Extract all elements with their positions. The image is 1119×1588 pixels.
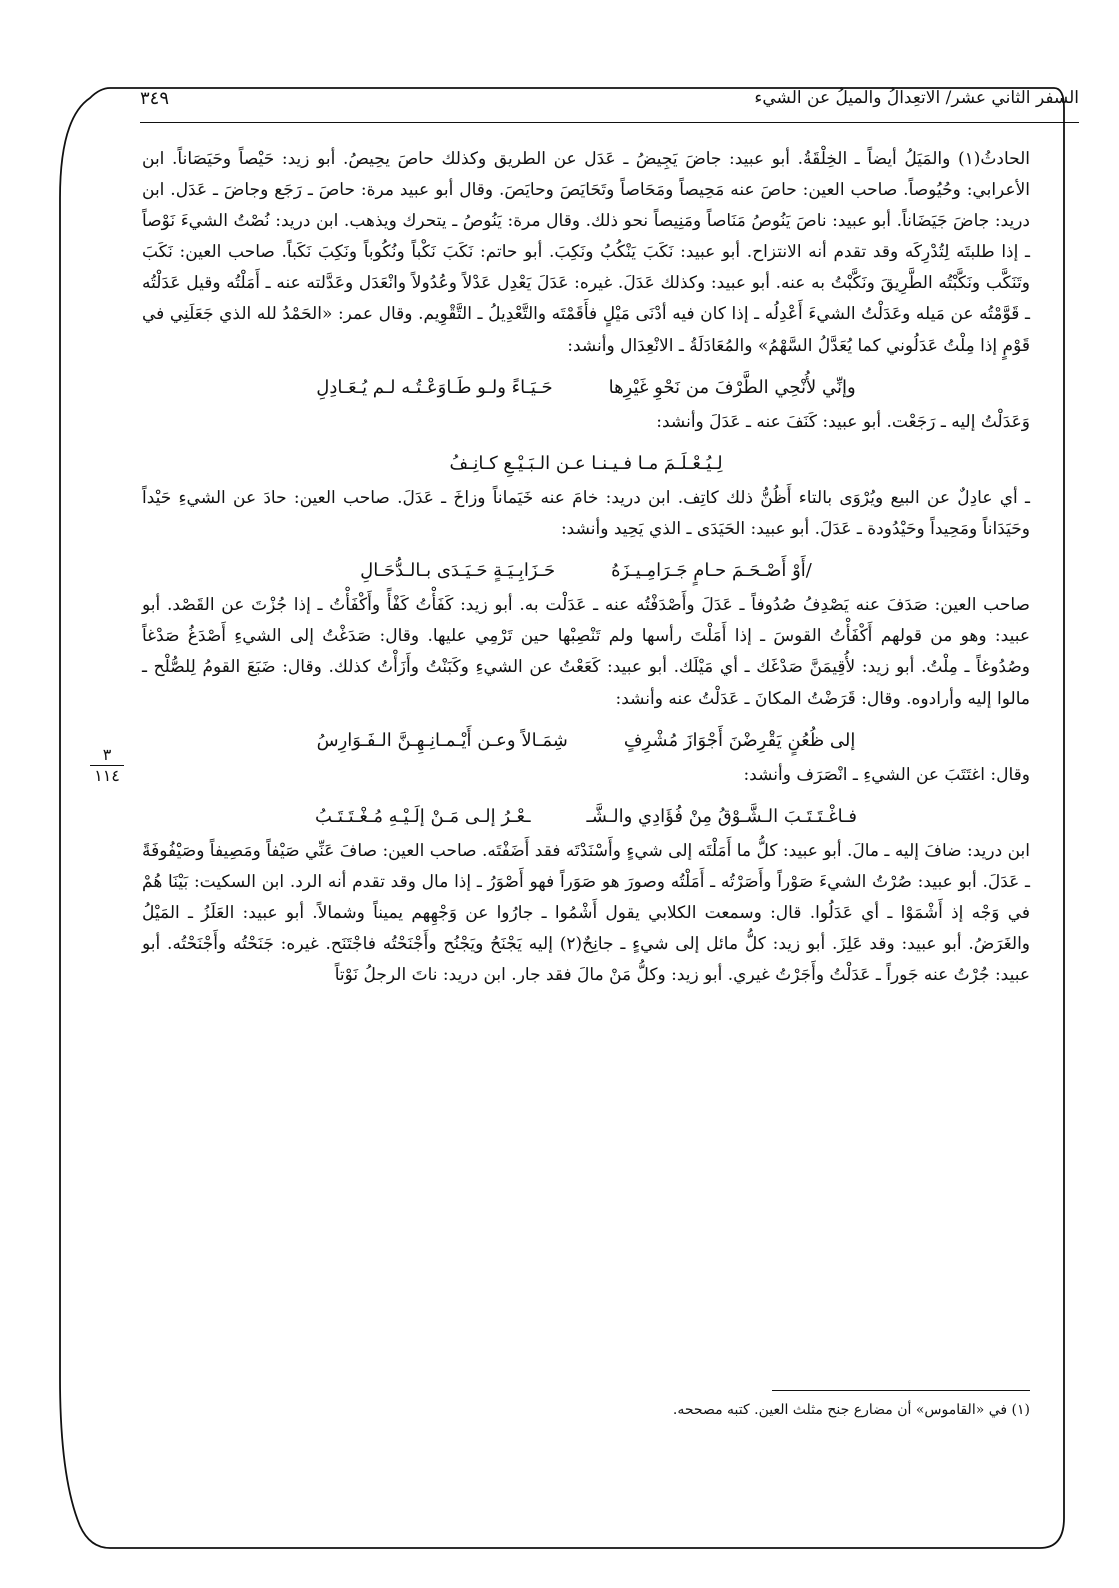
verse-line xyxy=(142,801,1030,832)
paragraph: الحادثُ(١) والمَيَلُ أيضاً ـ الخِلْقَةُ. أبو عبيد: جاضَ يَجِيضُ ـ عَدَل عن الطريق وكذلك حاصَ يحِيصُ. أبو زيد: حَيْصاً وحَيَصَاناً. ابن الأعرابي: وحُيُوصاً. صاحب العين: حاصَ عنه مَحِيصاً ومَحَاصاً وتَحَايَصَ وحايَصَ. وقال أبو عبيد مرة: حاصَ ـ رَجَع وجاضَ ـ عَدَل. ابن دريد: جاضَ جَيَضَاناً. أبو عبيد: ناصَ يَنُوصُ مَنَاصاً ومَنِيصاً نحو ذلك. وقال مرة: يَنُوصُ ـ يتحرك ويذهب. ابن دريد: نُصْتُ الشيءَ نَوْصاً ـ إذا طلبتَه لِتُدْرِكَه وقد تقدم أنه الانتزاح. أبو عبيد: نَكَبَ يَنْكُبُ ونَكِبَ. أبو حاتم: نَكَبَ نَكْباً ونُكُوباً ونَكِبَ نَكَباً. صاحب العين: نَكَبَ وتَنَكَّب ونَكَّبْتُه الطَّرِيقَ ونَكَّبْتُ به عنه. أبو عبيد: وكذلك عَدَلَ. غيره: عَدَلَ يَعْدِل عَدْلاً وعُدُولاً وانْعَدَل وعَدَّلته عنه ـ أَمَلْتُه وقيل عَدَلْتُه ـ قَوَّمْتُه عن مَيله وعَدَلْتُ الشيءَ أَعْدِلُه ـ إذا كان فيه أدْنَى مَيْلٍ فأَقَمْتَه والتَّعْدِيلُ ـ التَّقْوِيم. وقال عمر: «الحَمْدُ لله الذي جَعَلَنِي في قَوْمٍ إذا مِلْتُ عَدَلُوني كما يُعَدَّلُ السَّهْمُ» والمُعَادَلَةُ ـ الانْعِدَال وأنشد: xyxy=(142,149,1030,356)
side-note-bottom: ١١٤ xyxy=(94,766,120,785)
paragraph: ابن دريد: ضافَ إليه ـ مالَ. أبو عبيد: كلُّ ما أَمَلْتَه إلى شيءٍ وأَسْنَدْتَه فقد أَضَفْتَه. صاحب العين: صافَ عَنِّي صَيْفاً ومَصِيفاً وصَيْفُوفَةً ـ عَدَلَ. أبو عبيد: صُرْتُ الشيءَ صَوْراً وأَصَرْتُه ـ أَمَلْتُه وصورَ هو صَوَراً فهو أَصْوَرُ ـ إذا مال وقد تقدم أنه الرد. ابن السكيت: بَيْنَا هُمْ في وَجْه إذ أَشْمَوْا ـ أي عَدَلُوا. قال: وسمعت الكلابي يقول أَشْمُوا ـ جارُوا عن وَجْهِهم يميناً وشمالاً. أبو عبيد: العَلَزُ ـ المَيْلُ والغَرَضُ. أبو عبيد: وقد عَلِزَ. أبو زيد: كلُّ مائل إلى شيءٍ ـ جانِحٌ(٢) إليه يَجْنَحُ ويَجْنُح وأَجْنَحْتُه فاجْتَنَح. غيره: جَنَحْتُه وأَجْنَحْتُه. أبو عبيد: جُرْتُ عنه جَوراً ـ عَدَلْتُ وأَجَرْتُ غيري. أبو زيد: وكلُّ مَنْ مالَ فقد جار. ابن دريد: ناتَ الرجلُ نَوْتاً xyxy=(142,840,1030,986)
verse-hemistich-second: شِمَـالاً وعـن أَيْـمـانِـهِـنَّ الـفَـوَارِسُ xyxy=(316,729,568,751)
verse-line xyxy=(142,555,1030,586)
paragraph: وقال: اغتَتَبَ عن الشيءِ ـ انْصَرَف وأنشد: xyxy=(743,764,1030,785)
footnote: (١) في «القاموس» أن مضارع جنح مثلث العين. كتبه مصححه. xyxy=(672,1402,1030,1418)
footnote-rule xyxy=(772,1390,1030,1391)
verse-hemistich-first: /أَوْ أَصْـحَـمَ حـامٍ جَـرَامِـيـزَهُ xyxy=(611,560,812,582)
page-header xyxy=(140,88,1079,118)
side-marginal-note xyxy=(86,746,128,785)
paragraph: صاحب العين: صَدَفَ عنه يَصْدِفُ صُدُوفاً ـ عَدَلَ وأَصْدَفْتُه عنه ـ عَدَلْت به. أبو زيد: كَفَأْتُ كَفْأً وأَكْفَأْتُ ـ إذا جُزْتَ عن القَصْد. أبو عبيد: وهو من قولهم أَكْفَأْتُ القوسَ ـ إذا أَمَلْتَ رأسها ولم تَنْصِبْها حين تَرْمِي عليها. وقال: صَدَغْتُ إلى الشيءِ أَصْدَغُ صَدْغاً وصُدُوغاً ـ مِلْتُ. أبو زيد: لأُقِيمَنَّ صَدْغَك ـ أي مَيْلَك. أبو عبيد: كَعَعْتُ عن الشيءِ وكَبَنْتُ وأَزَأْتُ كذلك. وقال: ضَبَعَ القومُ لِلصُّلْح ـ مالوا إليه وأرادوه. وقال: قَرَضْتُ المكانَ ـ عَدَلْتُ عنه وأنشد: xyxy=(142,595,1030,709)
verse-line xyxy=(142,725,1030,756)
verse-single: لِـيُـعْـلَـمَ مـا فـيـنـا عـن الـبَـيْـعِ كـانِـفُ xyxy=(449,452,723,474)
verse-hemistich-second: حَـزَابِـيَـةٍ حَـيَـدَى بـالـدُّحَـالِ xyxy=(360,560,556,582)
verse-hemistich-second: ـعْـرُ إلـى مَـنْ إلَـيْـهِ مُـغْـتَـتَـبُ xyxy=(315,805,531,827)
verse-line xyxy=(142,448,1030,479)
paragraph: وَعَدَلْتُ إليه ـ رَجَعْت. أبو عبيد: كَنَفَ عنه ـ عَدَلَ وأنشد: xyxy=(656,411,1030,432)
side-note-top: ٣ xyxy=(102,745,112,764)
page-number: ٣٤٩ xyxy=(140,88,170,109)
running-title: السفر الثاني عشر/ الاتعِدالُ والميلُ عن الشيء xyxy=(754,88,1079,108)
verse-hemistich-second: حَـيَـاءً ولـو طَـاوَعْـتُـه لـم يُـعَـادِلِ xyxy=(316,376,553,398)
paragraph: ـ أي عادِلٌ عن البيع ويُرْوَى بالتاء أَظُنُّ ذلك كاتِف. ابن دريد: خامَ عنه خَيَماناً وزاخَ ـ عَدَلَ. صاحب العين: حادَ عن الشيءِ حَيْداً وحَيَدَاناً ومَحِيداً وحَيْدُودة ـ عَدَلَ. أبو عبيد: الحَيَدَى ـ الذي يَحِيد وأنشد: xyxy=(142,487,1030,540)
verse-line xyxy=(142,372,1030,403)
verse-hemistich-first: وإنِّي لأُنْحِي الطَّرْفَ من نَحْوِ غَيْرِها xyxy=(608,376,856,398)
main-text xyxy=(142,144,1030,991)
verse-hemistich-first: إلى ظُعُنٍ يَقْرِضْنَ أَجْوَازَ مُشْرِفٍ xyxy=(623,729,856,751)
verse-hemistich-first: فـاغْـتَـتَـبَ الـشَّـوْقُ مِنْ فُؤَادِي والـشَّـ xyxy=(586,805,858,827)
header-rule xyxy=(140,122,1079,123)
